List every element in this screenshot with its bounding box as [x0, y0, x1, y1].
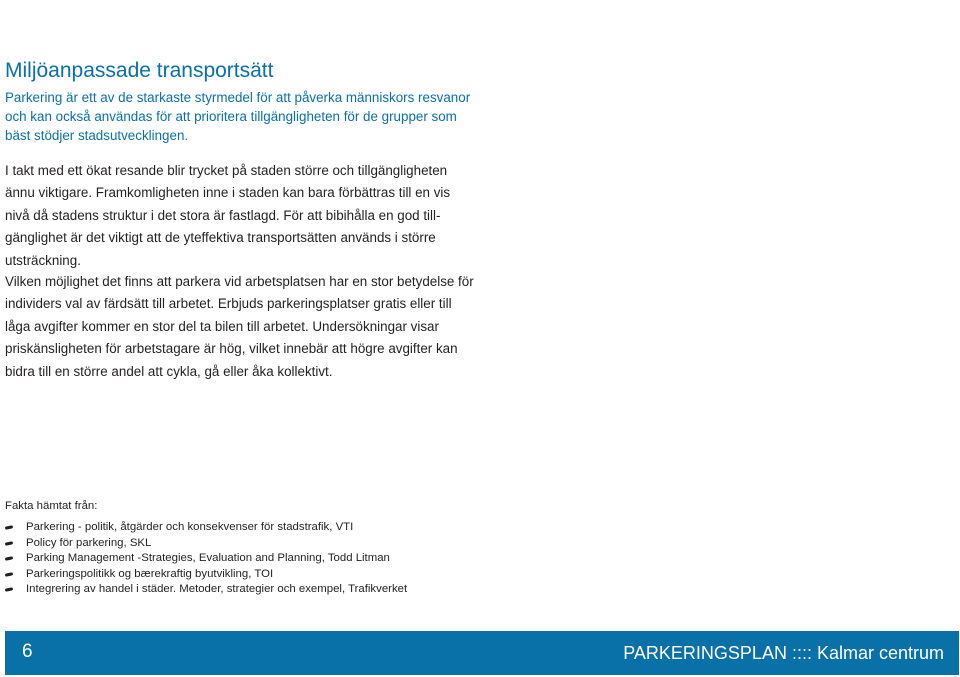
bullet-icon — [5, 587, 13, 592]
bullet-icon — [5, 556, 13, 561]
bullet-icon — [5, 541, 13, 546]
sources-title: Fakta hämtat från: — [5, 500, 98, 512]
source-item — [5, 551, 465, 567]
source-item-label: Parkeringspolitikk og bærekraftig byutvikling, TOI — [26, 567, 274, 580]
sources-box — [5, 499, 465, 598]
page-number: 6 — [22, 641, 33, 662]
section-heading: Miljöanpassade transportsätt — [5, 59, 274, 82]
source-item-label: Policy för parkering, SKL — [26, 536, 152, 549]
source-item-label: Parking Management -Strategies, Evaluation and Planning, Todd Litman — [26, 552, 390, 564]
source-item-label: Integrering av handel i städer. Metoder, strategier och exempel, Trafikverket — [26, 583, 408, 595]
source-item — [5, 520, 465, 536]
document-title: PARKERINGSPLAN :::: Kalmar centrum — [623, 643, 944, 663]
body-paragraph-2: Vilken möjlighet det finns att parkera vid arbetsplatsen har en stor betydelse för individers val av färdsätt till arbetet. Erbjuds parkeringsplatser gratis eller till låga avgifter kommer en stor del ta bilen till arbetet. Undersökningar visar priskänsligheten för arbetstagare är hög, vilket innebär att högre avgifter kan bidra till en större andel att cykla, gå eller åka kollektivt. — [5, 274, 474, 379]
intro-paragraph: Parkering är ett av de starkaste styrmedel för att påverka människors resvanor och kan också användas för att prioritera tillgängligheten för de grupper som bäst stödjer stadsutvecklingen. — [5, 90, 471, 143]
sources-list — [5, 520, 465, 598]
source-item — [5, 567, 465, 583]
source-item — [5, 582, 465, 598]
source-item — [5, 536, 465, 552]
page-footer — [5, 631, 959, 675]
bullet-icon — [5, 525, 13, 530]
bullet-icon — [5, 572, 13, 577]
body-paragraph-1: I takt med ett ökat resande blir trycket på staden större och tillgängligheten ännu viktigare. Framkomligheten inne i staden kan bara förbättras till en vis nivå då stadens struktur i det stora är fastlagd. För att bibihålla en god till-gänglighet är det viktigt att de yteffektiva transportsätten används i större utsträckning. — [5, 163, 451, 268]
source-item-label: Parkering - politik, åtgärder och konsekvenser för stadstrafik, VTI — [26, 521, 354, 533]
